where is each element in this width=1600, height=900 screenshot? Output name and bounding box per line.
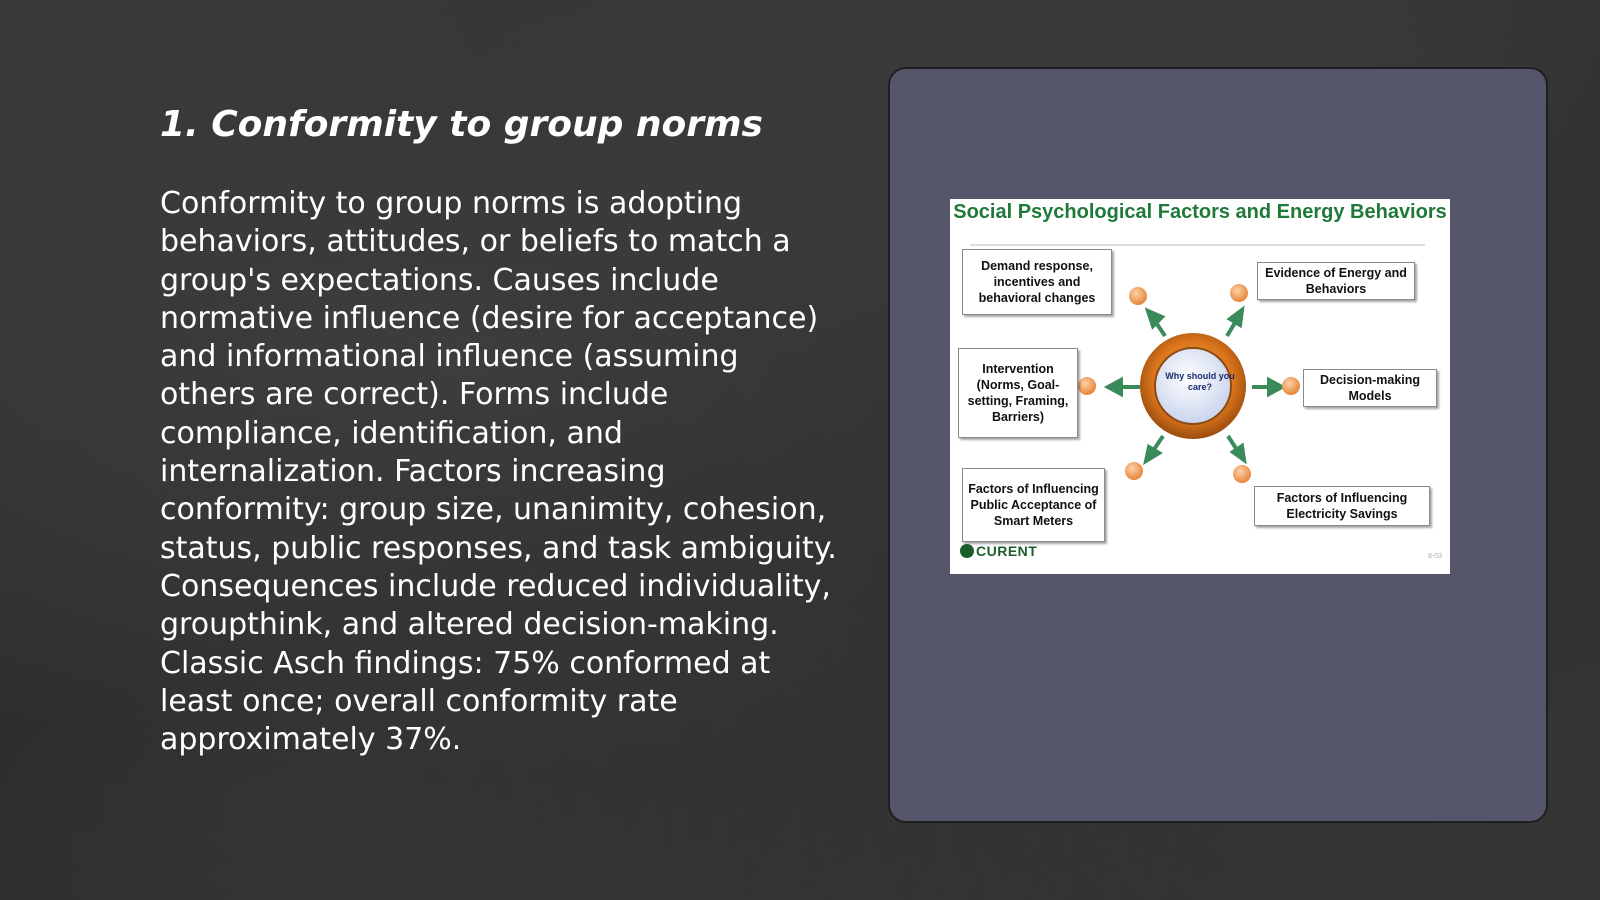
node-demand-response: Demand response, incentives and behavioral changes xyxy=(962,249,1112,315)
curent-logo xyxy=(960,543,1037,559)
logo-text: CURENT xyxy=(976,543,1038,559)
node-intervention: Intervention (Norms, Goal-setting, Framing, Barriers) xyxy=(958,348,1078,438)
node-decision-making: Decision-making Models xyxy=(1303,369,1437,407)
slide-title: 1. Conformity to group norms xyxy=(160,104,763,145)
slide-body-text: Conformity to group norms is adopting behaviors, attitudes, or beliefs to match a group's expectations. Causes include normative influence (desire for acceptance) and informational influence (assuming others are correct). Forms include compliance, identification, and internalization. Factors increasing conformity: group size, unanimity, cohesion, status, public responses, and task ambiguity. Consequences include reduced individuality, groupthink, and altered decision-making. Classic Asch findings: 75% conformed at least once; overall conformity rate approximately 37%. xyxy=(160,186,837,758)
node-smart-meters: Factors of Influencing Public Acceptance of Smart Meters xyxy=(962,468,1105,542)
node-electricity-savings: Factors of Influencing Electricity Savings xyxy=(1254,486,1430,526)
diagram-title: Social Psychological Factors and Energy Behaviors xyxy=(953,201,1447,223)
hub-label: Why should you care? xyxy=(1165,371,1235,392)
node-evidence-of-energy: Evidence of Energy and Behaviors xyxy=(1257,262,1415,300)
diagram-image xyxy=(950,199,1450,574)
figure-page-number: 8-03 xyxy=(1427,553,1442,560)
logo-icon xyxy=(960,544,974,558)
